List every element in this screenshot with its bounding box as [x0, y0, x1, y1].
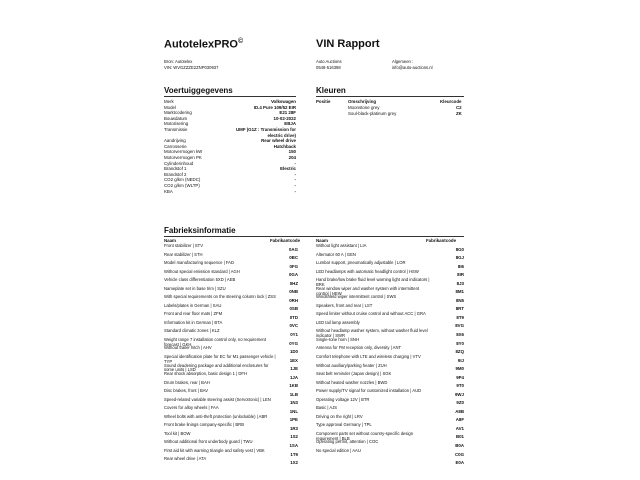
factory-item-code: B01 [455, 434, 464, 440]
factory-item-name: Seat belt reminder (Japan design) | SGK [316, 371, 392, 377]
vehicle-table [164, 99, 296, 211]
vehicle-row-value: Rear wheel drive [261, 138, 296, 144]
factory-item-name: Without auxiliary/parking heater | ZUH [316, 362, 387, 368]
vin-label: VIN: WVGZZZE2ZNP030937 [164, 65, 219, 70]
brand-title: AutotelexPRO© [164, 38, 244, 51]
vehicle-row-value: - [294, 177, 296, 183]
factory-item-name: Without heated washer nozzles | BWD [316, 379, 388, 385]
factory-item-name: Without trailer hitch | AHV [164, 345, 212, 351]
factory-item-name: Front and rear floor mats | ZFM [164, 311, 223, 317]
factory-item-name: Rear wheel drive | ATA [164, 456, 207, 462]
vehicle-row-label: Carrosserie [164, 143, 187, 149]
report-title: VIN Rapport [316, 38, 380, 50]
vehicle-row-label: Merk [164, 99, 174, 104]
vehicle-row-label: Marktcodering [164, 110, 192, 116]
factory-list-right [316, 244, 464, 466]
factory-item-code: B0A [455, 443, 464, 448]
factory-item-code: 8J3 [456, 280, 464, 286]
factory-item-code: 0TD [289, 314, 298, 320]
factory-section-title: Fabrieksinformatie [164, 226, 236, 235]
factory-item-code: 8Y0 [456, 340, 464, 346]
factory-item-name: Front brake linings company-specific | BRB [164, 422, 244, 428]
factory-item-code: 0RH [289, 297, 298, 303]
factory-item-code: 0HZ [289, 280, 298, 286]
factory-item-name: Covers for alloy wheels | FAA [164, 405, 219, 411]
source-label: Bron: Autotelex [164, 59, 193, 64]
vehicle-row-value: EBJA [284, 121, 296, 127]
factory-item-code: 8IR [457, 272, 464, 278]
vehicle-divider [164, 96, 296, 97]
factory-item-name: First aid kit with warning triangle and safety vest | VBK [164, 447, 265, 453]
colors-section-title: Kleuren [316, 86, 346, 95]
factory-item-name: Component parts set without country-specific design requirement | BLB [316, 430, 414, 441]
factory-item-name: Rear shock absorption, basic design 1 | DFH [164, 371, 248, 377]
factory-item-name: Alternator 60 A | GEN [316, 251, 356, 257]
vehicle-row-label: Motorisering [164, 121, 189, 127]
vehicle-row-value: 204 [288, 155, 296, 160]
factory-item-name: Vehicle class differentiation 5XD | AEB [164, 277, 236, 283]
factory-item-name: Standard climatic zones | KLZ [164, 328, 220, 334]
vehicle-row [164, 127, 296, 138]
factory-item [316, 398, 464, 407]
vehicle-row-value: - [294, 171, 296, 177]
factory-item-code: 1PE [289, 417, 298, 423]
vehicle-row-value: UMF (G1Z : Transmission for electric drive) [235, 127, 296, 138]
factory-item-code: 8N5 [455, 297, 464, 303]
factory-item-name: Disc brakes, front | BAV [164, 388, 209, 394]
factory-item-code: 0FG [289, 263, 298, 269]
factory-item-name: Operating permit, attention | COC [316, 439, 379, 445]
factory-item-code: A8F [455, 417, 464, 423]
color-row-code: C2 [456, 105, 462, 110]
factory-item-code: 8T9 [456, 314, 464, 320]
factory-item-code: 1LB [289, 391, 298, 397]
vehicle-row-value: - [294, 160, 296, 166]
factory-item-name: LED tail lamp assembly [316, 319, 360, 325]
factory-item-name: Without light assistant | LIA [316, 243, 367, 248]
vehicle-row-value: E21 28F [279, 110, 296, 116]
auction-name: Auto Auctions [316, 59, 342, 64]
factory-item-name: Labels/plates in German | SAU [164, 302, 222, 308]
vehicle-row-label: KBA [164, 188, 173, 194]
colors-divider [316, 96, 464, 97]
factory-item-code: 9Z0 [456, 400, 464, 406]
vehicle-row-value: - [294, 188, 296, 194]
factory-item-name: Speed limiter without cruise control and without ACC | GRA [316, 311, 426, 317]
factory-item-code: 9M0 [455, 366, 464, 372]
vehicle-row-label: Cylinderinhoud [164, 160, 194, 166]
factory-item-code: 1EX [289, 357, 298, 363]
factory-item-name: Rear stabilizer | STH [164, 251, 203, 257]
factory-item-code: C0G [454, 451, 464, 457]
vehicle-row-value: Electric [280, 166, 296, 172]
factory-item-code: A8B [455, 408, 464, 414]
factory-item-name: Special identification plate for EC for M1 passenger vehicle | TYP [164, 354, 276, 364]
colors-header-code: Kleurcode [440, 99, 462, 104]
vehicle-row-label: Bouwdatum [164, 115, 188, 121]
factory-item [316, 449, 464, 458]
factory-item-code: 1X2 [290, 460, 298, 466]
vehicle-row-label: Motorvermogen kW [164, 149, 203, 155]
factory-item-name: Information kit in German | BTA [164, 319, 223, 325]
factory-item [316, 457, 464, 466]
factory-item-code: AV1 [455, 425, 464, 431]
vehicle-row-label: Brandstof 1 [164, 166, 187, 172]
color-row-code: ZK [456, 111, 462, 116]
factory-item-code: 1JE [290, 366, 298, 372]
colors-header-description: Omschrijving [348, 99, 377, 104]
factory-col-name-left: Naam [164, 238, 176, 243]
factory-item-code: 9P4 [456, 374, 464, 380]
vehicle-row-label: Motorvermogen PK [164, 155, 202, 160]
factory-item-name: Model manufacturing sequence | FAD [164, 260, 234, 266]
factory-item-name: With special requirements on the steering column lock | ZSS [164, 294, 276, 300]
factory-item-name: Without headlamp washer system, without washer fluid level indicator | SWR [316, 328, 428, 339]
vehicle-row-label: CO2 g/km (WLTP) [164, 183, 200, 188]
factory-item-name: Driving on the right | LRV [316, 413, 363, 419]
factory-item-code: 8G0 [455, 246, 464, 252]
factory-item-code: 8M1 [455, 289, 464, 295]
factory-item-code: 0VC [289, 323, 298, 329]
factory-item-code: 0GA [288, 272, 298, 278]
factory-item-code: 1NL [289, 408, 298, 414]
factory-item [164, 457, 298, 466]
factory-item-code: 0NB [289, 289, 298, 295]
factory-item-name: LED headlamps with automatic headlight control | HSW [316, 268, 419, 274]
factory-item-code: 1T9 [290, 451, 298, 457]
factory-item-code: 9IJ [457, 357, 464, 363]
vehicle-row-value: Hatchback [273, 143, 296, 149]
factory-item-code: 0Y1 [290, 332, 298, 337]
factory-item-name: Without additional front underbody guard | TWU [164, 439, 253, 445]
factory-item-name: Weight range 7 installation control only, no requirement forecast | GKH [164, 336, 267, 347]
vehicle-row-label: CO2 g/km (NEDC) [164, 177, 201, 183]
factory-item-code: 8RT [455, 306, 464, 312]
factory-item-name: Sound deadening package and additional enclosures for some units | LSD [164, 362, 269, 373]
general-label: Algemeen : [392, 59, 414, 64]
vehicle-row [164, 189, 296, 195]
vehicle-row-value: ID.4 Pure 109/52 EIR [253, 104, 296, 110]
factory-item-code: 1KB [289, 383, 298, 389]
factory-col-code-left: Fabrikantcode [270, 238, 301, 243]
factory-item-code: E0A [455, 460, 464, 466]
factory-item-name: Comfort telephone with LTE and wireless charging | VTV [316, 354, 421, 359]
factory-item-name: Type approval Germany | TPL [316, 422, 372, 428]
factory-item-name: No special edition | AAU [316, 447, 361, 453]
factory-item-name: Power supply/TV signal for customized installation | AUD [316, 388, 422, 394]
vehicle-row-label: Transmissie [164, 127, 188, 132]
factory-item-code: 1S2 [290, 434, 298, 440]
vehicle-row-value: 10-02-2022 [273, 115, 296, 121]
colors-header-position: Positie [316, 99, 331, 104]
vehicle-section-title: Voertuiggegevens [164, 86, 233, 95]
factory-item-code: 1R3 [289, 425, 298, 431]
factory-item-name: Speed-related variable steering assist (Servotronic) | LEN [164, 396, 271, 402]
factory-item-code: 9WJ [454, 391, 464, 397]
vehicle-row-label: Model [164, 104, 176, 110]
factory-item-name: Single-tone horn | SNH [316, 336, 359, 342]
factory-item-name: Operating voltage 12V | BTR [316, 396, 370, 402]
factory-item-name: Without special emission standard | AGH [164, 268, 240, 274]
color-row-description: Soul-black-platinum grey [348, 111, 397, 116]
factory-item-code: 1JA [289, 374, 298, 380]
factory-divider [164, 236, 464, 237]
factory-item-code: 8I6 [457, 263, 464, 269]
vehicle-row-label: Aandrijving [164, 138, 186, 144]
factory-col-code-right: Fabrikantcode [426, 238, 457, 243]
factory-item-code: 0BC [289, 255, 298, 261]
factory-item-code: 0SB [289, 306, 298, 312]
general-email[interactable]: info@auto-auctions.nl [392, 65, 433, 70]
color-row-description: Moonstone grey [348, 105, 380, 110]
vehicle-row-label: Brandstof 2 [164, 171, 187, 177]
factory-list-left [164, 244, 298, 466]
factory-item-name: Windshield wiper intermittent control | SWS [316, 294, 397, 300]
factory-item-name: Speakers, front and rear | LST [316, 302, 373, 308]
factory-item-name: Front stabilizer | STV [164, 243, 204, 248]
factory-item-name: Basic | AJS [316, 405, 338, 411]
factory-item-code: 1SA [289, 443, 298, 448]
factory-item-name: Drum brakes, rear | BAH [164, 379, 210, 385]
factory-item-code: 8ZQ [455, 349, 464, 355]
factory-item-name: Hand brake/low brake fluid level warning light and indicators | BRK [316, 277, 430, 288]
factory-item-code: 1N3 [289, 400, 298, 406]
factory-item-code: 1D0 [289, 349, 298, 355]
factory-item-code: 9T0 [456, 383, 464, 389]
factory-item-name: Wheel bolts with anti-theft protection (unlockable) | ABR [164, 413, 268, 419]
factory-item-name: Rear window wiper and washer system with intermittent control | HEW [316, 285, 420, 296]
factory-item-code: 0AG [288, 246, 298, 252]
vehicle-row-value: - [294, 183, 296, 188]
vehicle-row-value: Volkswagen [270, 99, 296, 104]
auction-phone: 0548-516398 [316, 65, 341, 70]
factory-item-name: Lumbar support, pneumatically adjustable | LOR [316, 260, 406, 266]
factory-item-name: Tool kit | BOW [164, 430, 191, 436]
factory-item-code: 8X6 [456, 332, 464, 337]
factory-item-code: 8GJ [455, 255, 464, 261]
factory-item-code: 8VG [455, 323, 464, 329]
factory-item-name: Antenna for FM reception only, diversity | ANT [316, 345, 402, 351]
factory-item-code: 0YG [289, 340, 298, 346]
factory-item-name: Nameplate set in base trim | SZU [164, 285, 226, 291]
vehicle-row-value: 150 [288, 149, 296, 155]
factory-col-name-right: Naam [316, 238, 328, 243]
